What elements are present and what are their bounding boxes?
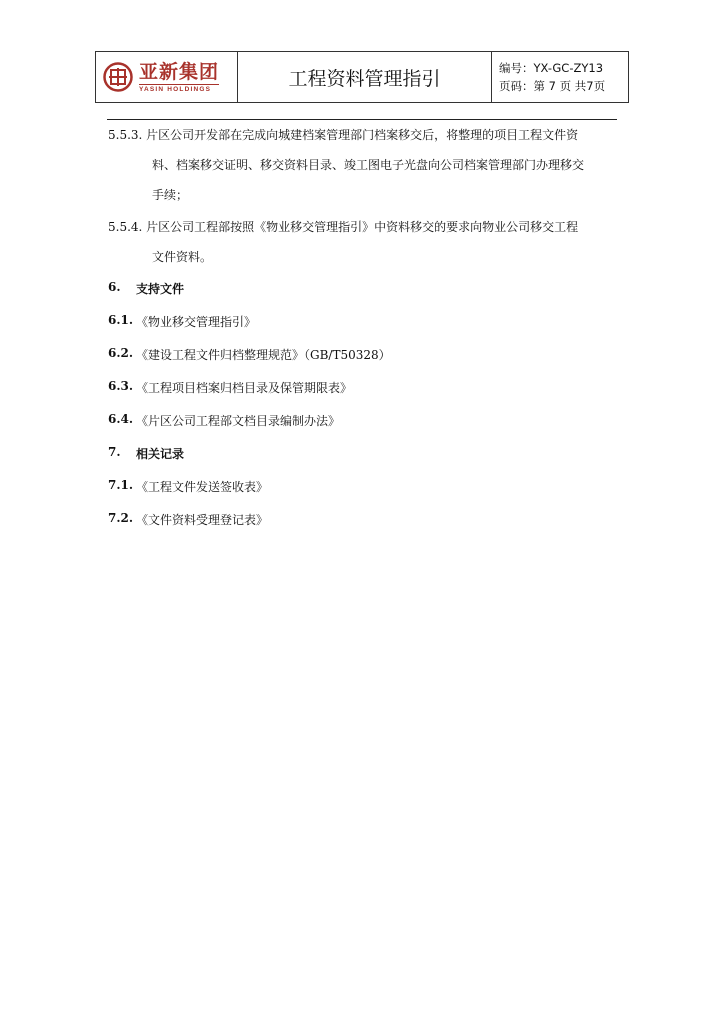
section-7-number: 7.	[108, 445, 121, 459]
document-title: 工程资料管理指引	[238, 52, 492, 102]
logo-english-text: YASIN HOLDINGS	[139, 84, 219, 93]
section-7-title: 相关记录	[136, 447, 185, 461]
item-7-2-number: 7.2.	[108, 511, 134, 525]
yasin-logo-icon	[103, 62, 133, 92]
item-6-3-number: 6.3.	[108, 379, 134, 393]
clause-5-5-3-line3: 手续；	[152, 188, 189, 202]
item-6-3-text: 《工程项目档案归档目录及保管期限表》	[136, 381, 353, 395]
item-7-2-text: 《文件资料受理登记表》	[136, 513, 269, 527]
clause-5-5-4-line2: 文件资料。	[152, 250, 213, 264]
header-divider	[107, 119, 617, 120]
item-6-2-number: 6.2.	[108, 346, 134, 360]
company-logo	[96, 52, 238, 102]
document-meta	[492, 52, 628, 102]
item-6-4-text: 《片区公司工程部文档目录编制办法》	[136, 414, 341, 428]
section-6-title: 支持文件	[136, 282, 185, 296]
page-number: 页码：第 7 页 共7页	[499, 79, 606, 93]
section-6-number: 6.	[108, 280, 121, 294]
clause-5-5-4-line1: 5.5.4. 片区公司工程部按照《物业移交管理指引》中资料移交的要求向物业公司移交工程	[108, 220, 579, 234]
item-6-2-text: 《建设工程文件归档整理规范》（GB/T50328）	[136, 348, 391, 362]
clause-5-5-3-line2: 料、档案移交证明、移交资料目录、竣工图电子光盘向公司档案管理部门办理移交	[152, 158, 585, 172]
item-6-1-text: 《物业移交管理指引》	[136, 315, 257, 329]
clause-5-5-3-line1: 5.5.3. 片区公司开发部在完成向城建档案管理部门档案移交后，将整理的项目工程文件资	[108, 128, 579, 142]
document-code: 编号：YX-GC-ZY13	[499, 61, 604, 75]
document-header	[95, 51, 629, 103]
item-6-4-number: 6.4.	[108, 412, 134, 426]
item-7-1-number: 7.1.	[108, 478, 134, 492]
item-7-1-text: 《工程文件发送签收表》	[136, 480, 269, 494]
logo-chinese-text: 亚新集团	[139, 60, 220, 83]
item-6-1-number: 6.1.	[108, 313, 134, 327]
